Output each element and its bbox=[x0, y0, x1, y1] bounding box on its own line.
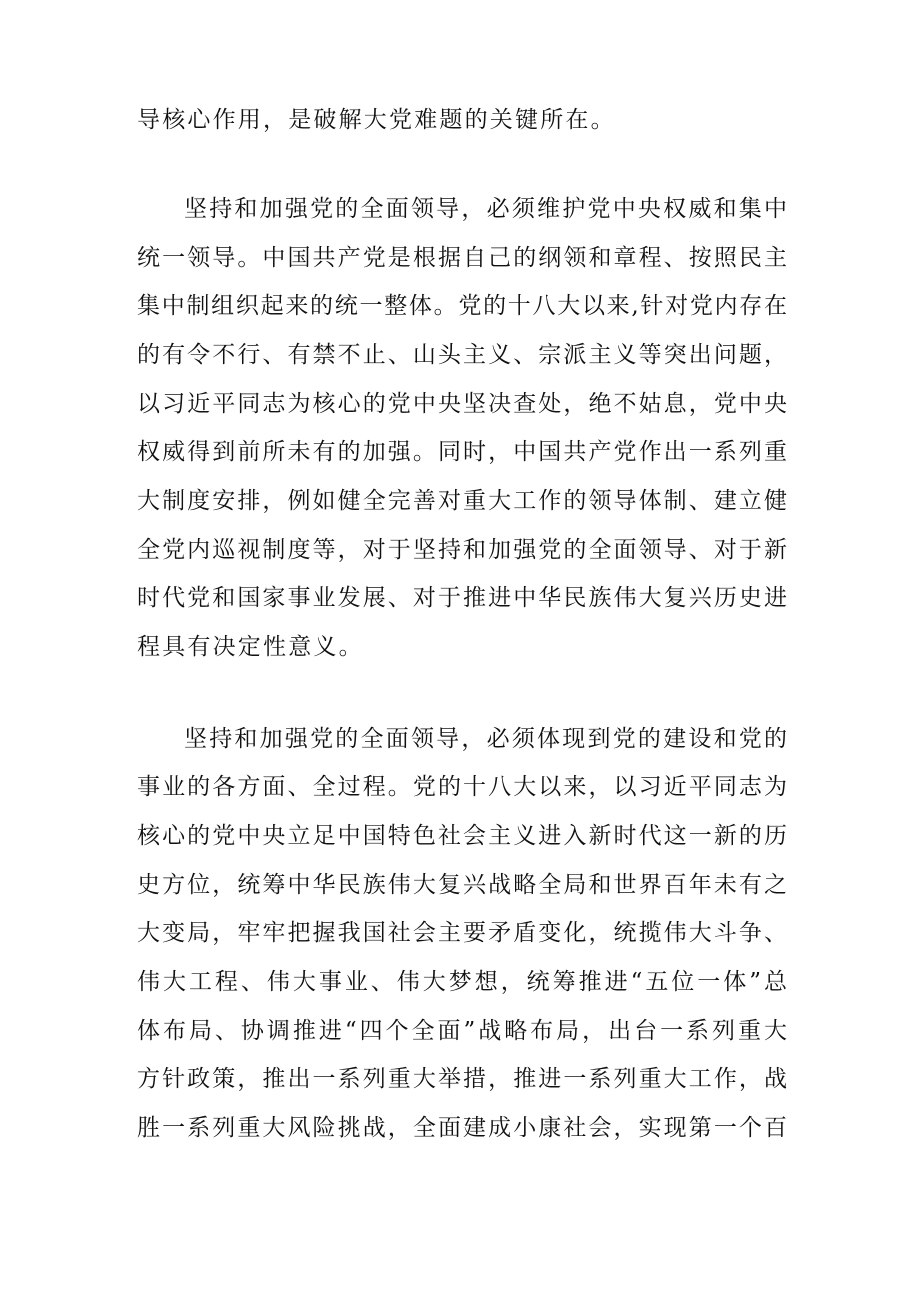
paragraph-2-line-2: 统一领导。中国共产党是根据自己的纲领和章程、按照民主 bbox=[137, 245, 787, 271]
paragraph-2-line-7: 大制度安排，例如健全完善对重大工作的领导体制、建立健 bbox=[137, 488, 787, 514]
paragraph-3-line-9: 胜一系列重大风险挑战，全面建成小康社会，实现第一个百 bbox=[137, 1115, 787, 1141]
paragraph-3-line-8: 方针政策，推出一系列重大举措，推进一系列重大工作，战 bbox=[137, 1066, 787, 1092]
paragraph-3-line-7: 体布局、协调推进“四个全面”战略布局，出台一系列重大 bbox=[137, 1018, 787, 1044]
paragraph-3-line-4: 史方位，统筹中华民族伟大复兴战略全局和世界百年未有之 bbox=[137, 872, 787, 898]
paragraph-1-line-1: 导核心作用，是破解大党难题的关键所在。 bbox=[137, 107, 616, 133]
paragraph-2-line-4: 的有令不行、有禁不止、山头主义、宗派主义等突出问题， bbox=[137, 342, 787, 368]
paragraph-3-line-1: 坚持和加强党的全面领导，必须体现到党的建设和党的 bbox=[184, 726, 787, 752]
paragraph-2-line-3: 集中制组织起来的统一整体。党的十八大以来,针对党内存在 bbox=[137, 293, 787, 319]
paragraph-2-line-1: 坚持和加强党的全面领导，必须维护党中央权威和集中 bbox=[184, 196, 787, 222]
paragraph-2-line-8: 全党内巡视制度等，对于坚持和加强党的全面领导、对于新 bbox=[137, 537, 787, 563]
paragraph-2-line-6: 权威得到前所未有的加强。同时，中国共产党作出一系列重 bbox=[137, 439, 787, 465]
paragraph-3-line-2: 事业的各方面、全过程。党的十八大以来，以习近平同志为 bbox=[137, 774, 787, 800]
paragraph-3-line-3: 核心的党中央立足中国特色社会主义进入新时代这一新的历 bbox=[137, 823, 787, 849]
paragraph-2-line-5: 以习近平同志为核心的党中央坚决查处，绝不姑息，党中央 bbox=[137, 391, 787, 417]
paragraph-2-line-9: 时代党和国家事业发展、对于推进中华民族伟大复兴历史进 bbox=[137, 585, 787, 611]
paragraph-3-line-5: 大变局，牢牢把握我国社会主要矛盾变化，统揽伟大斗争、 bbox=[137, 920, 787, 946]
paragraph-2-line-10: 程具有决定性意义。 bbox=[137, 634, 364, 660]
paragraph-3-line-6: 伟大工程、伟大事业、伟大梦想，统筹推进“五位一体”总 bbox=[137, 969, 787, 995]
